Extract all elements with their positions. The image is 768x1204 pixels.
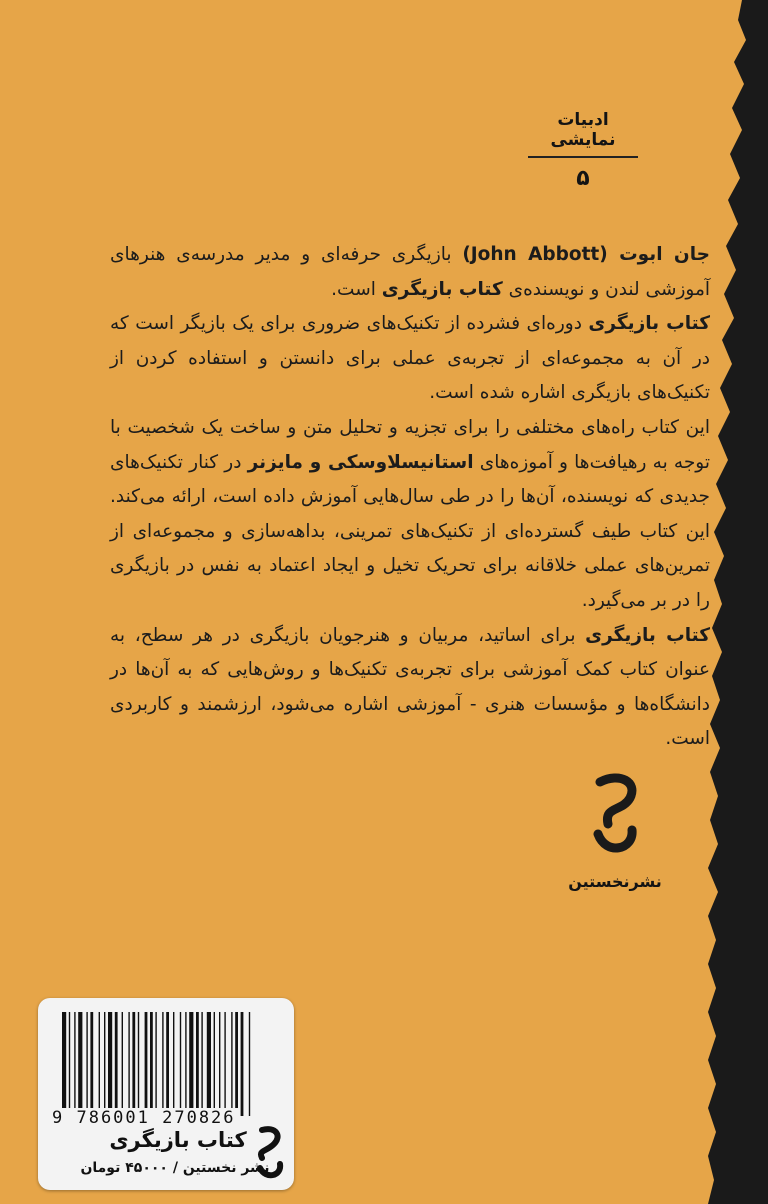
barcode-bar (249, 1012, 250, 1116)
barcode-bar (99, 1012, 100, 1116)
barcode-bar (241, 1012, 244, 1116)
torn-edge (708, 0, 768, 1204)
barcode-bar (74, 1012, 75, 1116)
blurb-paragraph (110, 238, 710, 307)
barcode-bar (173, 1012, 174, 1116)
barcode-bar (201, 1012, 202, 1116)
barcode-bar (185, 1012, 186, 1116)
series-number: ۵ (576, 166, 590, 191)
barcode-bar (155, 1012, 156, 1116)
blurb-bold-run: جان ابوت (John Abbott) (462, 244, 710, 265)
barcode-bar (62, 1012, 66, 1116)
blurb-paragraph (110, 411, 710, 619)
series-title: ادبیات نمایشی (528, 110, 638, 158)
barcode-bar (78, 1012, 82, 1116)
barcode-bar (128, 1012, 129, 1116)
barcode-bar (180, 1012, 181, 1116)
barcode-bar (108, 1012, 112, 1116)
barcode-bar (214, 1012, 215, 1116)
barcode-bar (219, 1012, 220, 1116)
barcode-bar (90, 1012, 93, 1116)
isbn-number: 9 786001 270826 (52, 1108, 236, 1128)
barcode-bar (115, 1012, 118, 1116)
barcode-bar (224, 1012, 225, 1116)
barcode-bar (145, 1012, 148, 1116)
barcode-bar (132, 1012, 135, 1116)
barcode-bar (231, 1012, 232, 1116)
publisher-logo (586, 770, 646, 856)
barcode-bar (150, 1012, 153, 1116)
blurb-bold-run: کتاب بازیگری (381, 278, 503, 300)
barcode-bar (166, 1012, 169, 1116)
blurb-text (110, 238, 710, 757)
blurb-run: دوره‌ای فشرده از تکنیک‌های ضروری برای یک بازیگر است که در آن به مجموعه‌ای از تجربه‌ی عملی برای دانستن و استفاده کردن از تکنیک‌های بازیگری اشاره شده است. (110, 313, 710, 404)
blurb-run: برای اساتید، مربیان و هنرجویان بازیگری در هر سطح، به عنوان کتاب کمک آموزشی برای تجربه‌ی تکنیک‌ها و روش‌هایی که به آن‌ها در دانشگاه‌ها و مؤسسات هنری - آموزشی اشاره می‌شود، ارزشمند و کاربردی است. (110, 624, 710, 750)
blurb-bold-run: استانیسلاوسکی و مایزنر (247, 451, 474, 473)
barcode-bar (162, 1012, 163, 1116)
blurb-paragraph (110, 619, 710, 757)
blurb-run: است. (331, 278, 382, 300)
barcode-bar (86, 1012, 87, 1116)
barcode-bar (189, 1012, 193, 1116)
blurb-run: در کنار تکنیک‌های جدیدی که نویسنده، آن‌ها را در طی سال‌هایی آموزش داده است، ارائه می‌کند. این کتاب طیف گسترده‌ای از تکنیک‌های تمرینی، بداهه‌سازی و مجموعه‌ای از تمرین‌های عملی خلاقانه برای تحریک تخیل و ایجاد اعتماد به نفس در بازیگری را در بر می‌گیرد. (110, 451, 710, 611)
blurb-bold-run: کتاب بازیگری (585, 624, 710, 646)
series-label (528, 110, 638, 191)
barcode-bar (207, 1012, 211, 1116)
price-sticker (38, 998, 294, 1190)
blurb-run: این کتاب راه‌های مختلفی را برای تجزیه و تحلیل متن و ساخت یک شخصیت با توجه به رهیافت‌ها و آموزه‌های (110, 416, 710, 473)
barcode-bar (104, 1012, 105, 1116)
barcode-bar (138, 1012, 139, 1116)
barcode-bar (69, 1012, 70, 1116)
barcode-bar (235, 1012, 238, 1116)
publisher-name: نشرنخستین (568, 872, 662, 891)
sticker-price: نشر نخستین / ۴۵۰۰۰ تومان (80, 1160, 270, 1176)
sticker-book-title: کتاب بازیگری (109, 1128, 247, 1152)
blurb-paragraph (110, 307, 710, 411)
barcode-bar (122, 1012, 123, 1116)
blurb-bold-run: کتاب بازیگری (588, 313, 710, 335)
blurb-run: بازیگری حرفه‌ای و مدیر مدرسه‌ی هنرهای آموزشی لندن و نویسنده‌ی (110, 244, 710, 300)
barcode-bar (196, 1012, 199, 1116)
